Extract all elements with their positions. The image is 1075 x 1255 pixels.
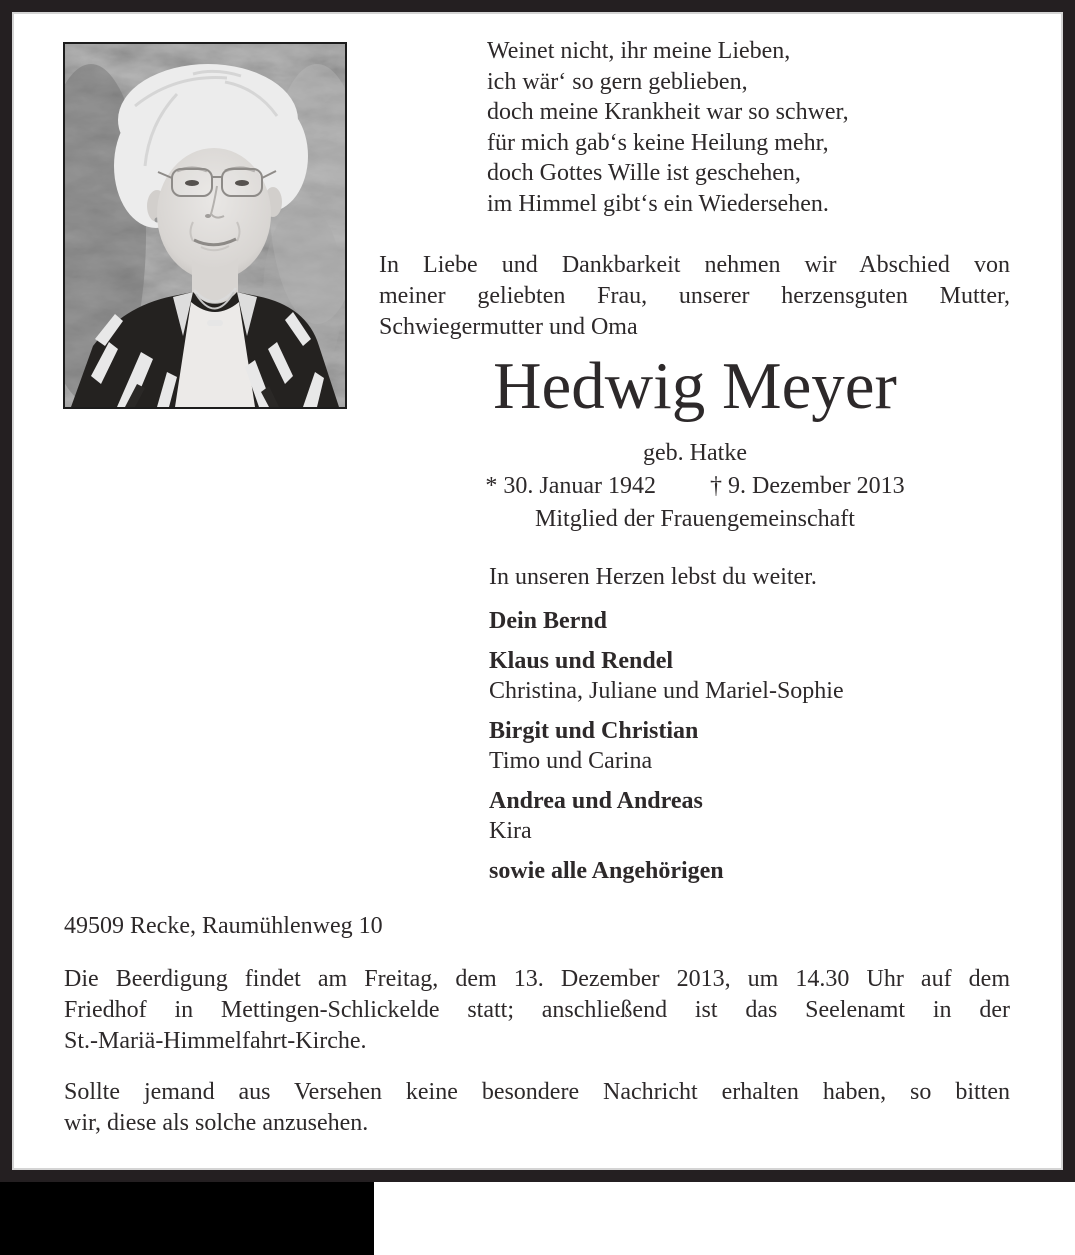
poem-line: Weinet nicht, ihr meine Lieben, (487, 38, 791, 64)
death-date: † 9. Dezember 2013 (710, 473, 905, 499)
life-dates (380, 470, 1010, 503)
notice-line: Sollte jemand aus Versehen keine besondere Nachricht erhalten haben, so bitten (64, 1079, 1010, 1105)
poem-line: doch meine Krankheit war so schwer, (487, 99, 849, 126)
mourner-line: sowie alle Angehörigen (489, 857, 724, 884)
deceased-name: Hedwig Meyer (493, 349, 897, 423)
portrait-photo (63, 42, 347, 409)
funeral-line: Die Beerdigung findet am Freitag, dem 13. Dezember 2013, um 14.30 Uhr auf dem (64, 966, 1010, 992)
notice-paragraph (64, 1077, 1010, 1139)
funeral-info-paragraph (64, 964, 1010, 1056)
intro-line: In Liebe und Dankbarkeit nehmen wir Abschied von (379, 252, 1010, 278)
intro-paragraph (379, 250, 1010, 342)
redacted-block (0, 1182, 374, 1255)
birth-date: * 30. Januar 1942 (485, 473, 657, 499)
membership: Mitglied der Frauengemeinschaft (535, 506, 855, 532)
mourner-line: Christina, Juliane und Mariel-Sophie (489, 678, 844, 704)
poem-line: für mich gab‘s keine Heilung mehr, (487, 129, 829, 156)
mourner-line: Birgit und Christian (489, 717, 699, 744)
mourner-line: Kira (489, 818, 532, 844)
poem-line: ich wär‘ so gern geblieben, (487, 68, 748, 95)
mourner-line: Andrea und Andreas (489, 787, 703, 814)
mourner-line: Timo und Carina (489, 748, 653, 774)
portrait-illustration (65, 44, 345, 407)
funeral-line: Friedhof in Mettingen-Schlickelde statt; anschließend ist das Seelenamt in der (64, 996, 1010, 1023)
deceased-details (380, 437, 1010, 536)
intro-line: meiner geliebten Frau, unserer herzensguten Mutter, (379, 282, 1010, 309)
intro-line: Schwiegermutter und Oma (379, 313, 638, 340)
mourner-line: Klaus und Rendel (489, 647, 674, 674)
poem (487, 36, 849, 220)
poem-line: doch Gottes Wille ist geschehen, (487, 160, 801, 187)
poem-line: im Himmel gibt‘s ein Wiedersehen. (487, 190, 829, 217)
mourner-line: Dein Bernd (489, 608, 608, 634)
remembrance-line: In unseren Herzen lebst du weiter. (489, 564, 817, 590)
funeral-line: St.-Mariä-Himmelfahrt-Kirche. (64, 1027, 367, 1054)
address-line: 49509 Recke, Raumühlenweg 10 (64, 913, 383, 939)
notice-line: wir, diese als solche anzusehen. (64, 1109, 369, 1136)
maiden-name: geb. Hatke (643, 440, 747, 466)
mourners-list (489, 606, 844, 886)
